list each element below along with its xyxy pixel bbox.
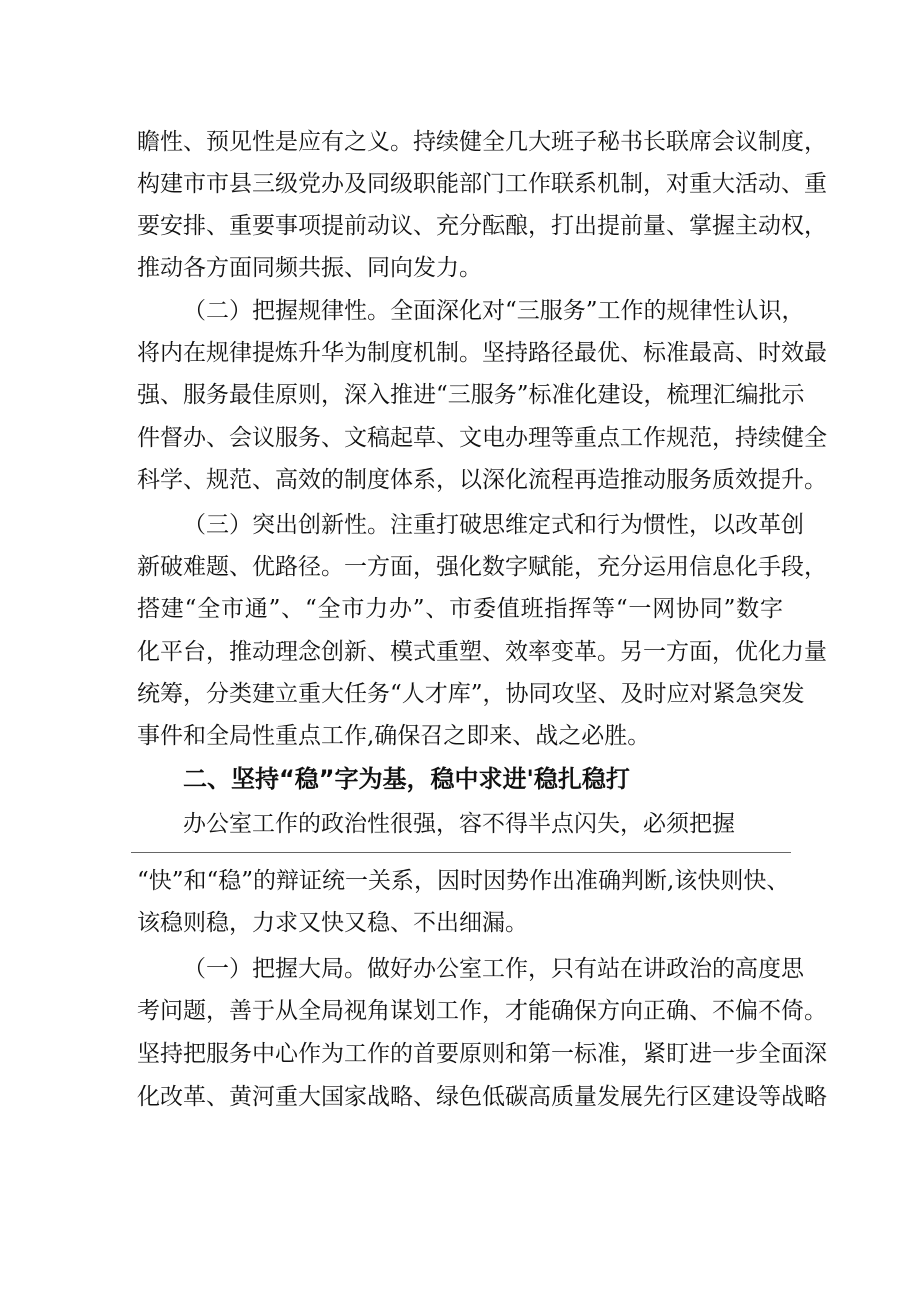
text-line: 考问题，善于从全局视角谋划工作，才能确保方向正确、不偏不倚。 xyxy=(137,998,827,1024)
text-line: 强、服务最佳原则，深入推进“三服务”标准化建设，梳理汇编批示 xyxy=(137,382,805,408)
paragraph-line xyxy=(0,418,920,458)
paragraph-line xyxy=(0,505,920,545)
text-line: （一）把握大局。做好办公室工作，只有站在讲政治的高度思 xyxy=(183,956,804,982)
text-line: 坚持把服务中心作为工作的首要原则和第一标准，紧盯进一步全面深 xyxy=(137,1041,827,1067)
paragraph-line xyxy=(0,861,920,901)
paragraph-line xyxy=(0,547,920,587)
paragraph-line xyxy=(0,248,920,288)
text-line: 瞻性、预见性是应有之义。持续健全几大班子秘书长联席会议制度， xyxy=(137,129,827,155)
paragraph-line xyxy=(0,804,920,844)
text-line: 统筹，分类建立重大任务“人才库”，协同攻坚、及时应对紧急突发 xyxy=(137,681,805,707)
section-heading: 二、坚持“稳”字为基，稳中求进'稳扎稳打 xyxy=(183,765,630,793)
text-line: 科学、规范、高效的制度体系，以深化流程再造推动服务质效提升。 xyxy=(137,467,827,493)
paragraph-line xyxy=(0,1077,920,1117)
text-line: （三）突出创新性。注重打破思维定式和行为惯性，以改革创 xyxy=(183,512,804,538)
text-line: 构建市市县三级党办及同级职能部门工作联系机制，对重大活动、重 xyxy=(137,171,827,197)
text-line: “快”和“稳”的辩证统一关系，因时因势作出准确判断,该快则快、 xyxy=(137,868,790,894)
text-line: 推动各方面同频共振、同向发力。 xyxy=(137,255,482,281)
paragraph-line xyxy=(0,589,920,629)
text-line: 办公室工作的政治性很强，容不得半点闪失，必须把握 xyxy=(183,811,735,837)
text-line: 化改革、黄河重大国家战略、绿色低碳高质量发展先行区建设等战略 xyxy=(137,1084,827,1110)
divider-line xyxy=(131,852,791,853)
paragraph-line xyxy=(0,632,920,672)
paragraph-line xyxy=(0,122,920,162)
text-line: 将内在规律提炼升华为制度机制。坚持路径最优、标准最高、时效最 xyxy=(137,340,827,366)
paragraph-line xyxy=(0,949,920,989)
paragraph-line xyxy=(0,674,920,714)
text-line: 该稳则稳，力求又快又稳、不出细漏。 xyxy=(137,910,528,936)
paragraph-line xyxy=(0,164,920,204)
paragraph-line xyxy=(0,460,920,500)
text-line: 化平台，推动理念创新、模式重塑、效率变革。另一方面，优化力量 xyxy=(137,639,827,665)
paragraph-line xyxy=(0,903,920,943)
text-line: 要安排、重要事项提前动议、充分酝酿，打出提前量、掌握主动权， xyxy=(137,213,827,239)
text-line: 搭建“全市通”、“全市力办”、市委值班指挥等“一网协同”数字 xyxy=(137,596,783,622)
paragraph-line xyxy=(0,291,920,331)
text-line: 新破难题、优路径。一方面，强化数字赋能，充分运用信息化手段， xyxy=(137,554,827,580)
paragraph-line xyxy=(0,206,920,246)
text-line: 件督办、会议服务、文稿起草、文电办理等重点工作规范，持续健全 xyxy=(137,425,827,451)
text-line: （二）把握规律性。全面深化对“三服务”工作的规律性认识， xyxy=(183,298,805,324)
paragraph-line xyxy=(0,716,920,756)
paragraph-line xyxy=(0,1034,920,1074)
paragraph-line xyxy=(0,375,920,415)
paragraph-line xyxy=(0,991,920,1031)
paragraph-line xyxy=(0,333,920,373)
text-line: 事件和全局性重点工作,确保召之即来、战之必胜。 xyxy=(137,723,651,749)
